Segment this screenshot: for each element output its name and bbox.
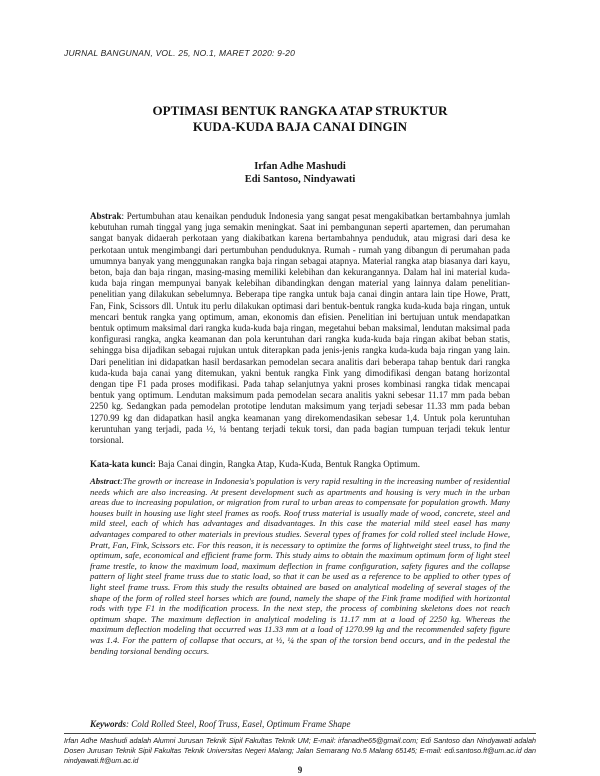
keywords-indonesian xyxy=(90,459,510,470)
paper-title xyxy=(0,103,600,135)
title-line-1: OPTIMASI BENTUK RANGKA ATAP STRUKTUR xyxy=(152,103,448,118)
author-footnote: Irfan Adhe Mashudi adalah Alumni Jurusan Teknik Sipil Fakultas Teknik UM; E-mail: irfanadhe65@gmail.com; Edi Santoso dan Nindyawati adalah Dosen Jurusan Teknik Sipil Fakultas Teknik Universitas Negeri Malang; Jalan Semarang No.5 Malang 65145; E-mail: edi.santoso.ft@um.ac.id dan nindyawati.ft@um.ac.id xyxy=(64,736,536,765)
abstract-english xyxy=(90,476,510,656)
keywords-id-label: Kata-kata kunci: xyxy=(90,459,156,469)
abstract-id-text: : Pertumbuhan atau kenaikan penduduk Indonesia yang sangat pesat mengakibatkan bertambahnya jumlah kebutuhan rumah tinggal yang juga semakin meningkat. Saat ini pembangunan seperti apartemen, dan perumahan sangat banyak didaerah perkotaan yang diakibatkan karena bertambahnya penduduk, atau migrasi dari desa ke perkotaan untuk mengimbangi dari pertumbuhan penduduknya. Rumah - rumah yang dibangun di perumahan pada umumnya banyak yang menggunakan rangka baja ringan sebagai atapnya. Material rangka atap biasanya dari kayu, beton, baja dan baja ringan, masing-masing memiliki kelebihan dan kekurangannya. Dalam hal ini material kuda-kuda baja ringan mempunyai banyak kelebihan dibandingkan dengan material yang lainnya dalam penelitian-penelitian yang dilakukan sebelumnya. Beberapa tipe rangka untuk baja canai dingin antara lain tipe Howe, Pratt, Fan, Fink, Scissors dll. Untuk itu perlu dilakukan optimasi dari bentuk-bentuk rangka kuda-kuda baja ringan, untuk mencari bentuk rangka yang optimum, aman, ekonomis dan efisien. Penelitian ini bertujuan untuk mendapatkan bentuk optimum maksimal dari rangka kuda-kuda baja ringan, megetahui beban maksimal, lendutan maksimal pada konfigurasi rangka, angka keamanan dan pola keruntuhan dari rangka kuda-kuda baja ringan akibat beban statis, sehingga bisa dijadikan sebagai rujukan untuk diterapkan pada jenis-jenis rangka kuda-kuda baja ringan yang lain. Dari penelitian ini didapatkan hasil berdasarkan pemodelan secara analitis dari beberapa tahap bentuk dari rangka kuda-kuda baja canai yang ditemukan, yakni bentuk rangka Fink yang dimodifikasi dengan batang horizontal dengan tipe F1 pada proses modifikasi. Pada tahap selanjutnya yakni proses kombinasi rangka tidak mencapai bentuk yang optimum. Lendutan maksimum pada pemodelan secara analitis yakni sebesar 11.17 mm pada beban 2250 kg. Sedangkan pada pemodelan prototipe lendutan maksimum yang terjadi sebesar 11.33 mm pada beban 1270.99 kg dan didapatkan hasil angka keamanan yang direkomendasikan sebesar 1,4. Untuk pola keruntuhan keruntuhan yang terjadi, pada ½, ¼ bentang terjadi tekuk torsi, dan pada bagian tumpuan terjadi tekuk lentur torsional. xyxy=(90,211,510,446)
footnote-divider xyxy=(64,733,536,734)
abstract-en-label: Abstract xyxy=(90,476,120,486)
author-list xyxy=(0,160,600,186)
author-line-1: Irfan Adhe Mashudi xyxy=(254,161,346,172)
abstract-en-text: :The growth or increase in Indonesia's population is very rapid resulting in the increasing number of residential needs which are also increasing. At present development such as apartments and housing is very much in the urban areas due to increasing population, or migration from rural to urban areas to compensate for population growth. Many houses built in housing use light steel frames as roofs. Roof truss material is usually made of wood, concrete, steel and mild steel, each of which has advantages and disadvantages. In this case the material mild steel easel has many advantages compared to other materials in previous studies. Several types of frames for cold rolled steel include Howe, Pratt, Fan, Fink, Scissors etc. For this reason, it is necessary to optimize the forms of lightweight steel truss, to find the optimum, safe, economical and efficient frame form. This study aims to obtain the maximum optimum form of light steel frame trestle, to know the maximum load, maximum deflection in frame configuration, safety figures and the collapse pattern of light steel frame truss due to static load, so that it can be used as a reference to be applied to other types of light steel frame truss. From this study the results obtained are based on analytical modeling of several stages of the shape of the form of rolled steel horses which are found, namely the shape of the Fink frame modified with horizontal rods with type F1 in the modification process. In the next step, the process of combining skeletons does not reach optimum shape. The maximum deflection in analytical modeling is 11.17 mm at a load of 2250 kg. Whereas the maximum deflection modeling that occurred was 11.33 mm at a load of 1270.99 kg and the recommended safety figure was 1.4. For the pattern of collapse that occurs, at ½, ¼ the span of the torsion bend occurs, and in the pedestal the bending torsional bending occurs. xyxy=(90,476,510,656)
running-header: JURNAL BANGUNAN, VOL. 25, NO.1, MARET 2020: 9-20 xyxy=(64,48,295,58)
keywords-english xyxy=(90,719,510,730)
keywords-en-label: Keywords xyxy=(90,719,126,729)
keywords-en-text: : Cold Rolled Steel, Roof Truss, Easel, Optimum Frame Shape xyxy=(126,719,351,729)
abstract-id-label: Abstrak xyxy=(90,211,122,221)
abstract-indonesian xyxy=(90,211,510,446)
keywords-id-text: Baja Canai dingin, Rangka Atap, Kuda-Kuda, Bentuk Rangka Optimum. xyxy=(155,459,420,469)
author-line-2: Edi Santoso, Nindyawati xyxy=(244,174,356,185)
page-number: 9 xyxy=(297,765,303,775)
title-line-2: KUDA-KUDA BAJA CANAI DINGIN xyxy=(192,119,408,134)
